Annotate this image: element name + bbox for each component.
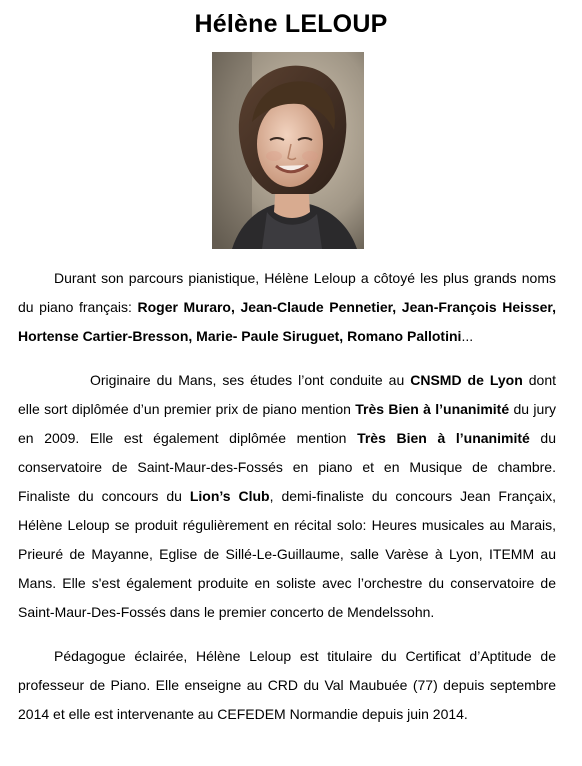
text-run: du conservatoire de Saint-Maur-des-Fossés en piano et en Musique de chambre. Finaliste du concours du (18, 430, 556, 504)
paragraph-teaching (18, 642, 556, 729)
text-run: Durant son parcours pianistique, Hélène Leloup a côtoyé les plus grands noms du piano français: (18, 270, 556, 315)
bold-text-run: Très Bien à l’unanimité (355, 401, 510, 417)
page-title: Hélène LELOUP (194, 10, 388, 38)
text-run: ... (461, 328, 474, 344)
bold-text-run: Très Bien à l’unanimité (357, 430, 530, 446)
bold-text-run: Roger Muraro, Jean-Claude Pennetier, Jean-François Heisser, Hortense Cartier-Bresson, Marie- Paule Siruguet, Romano Pallotini (18, 299, 556, 344)
text-run: Pédagogue éclairée, Hélène Leloup est titulaire du Certificat d’Aptitude de professeur de Piano. Elle enseigne au CRD du Val Maubuée (77) depuis septembre 2014 et elle est intervenante au CEFEDEM Normandie depuis juin 2014. (18, 648, 556, 722)
text-run: , demi-finaliste du concours Jean Françaix, Hélène Leloup se produit régulièrement en récital solo: Heures musicales au Marais, Prieuré de Mayanne, Eglise de Sillé-Le-Guillaume, salle Varèse à Lyon, ITEMM au Mans. Elle s'est également produite en soliste avec l’orchestre du conservatoire de Saint-Maur-Des-Fossés dans le premier concerto de Mendelssohn. (18, 488, 556, 620)
bold-text-run: Lion’s Club (189, 488, 270, 504)
biography-text (18, 264, 556, 744)
bold-text-run: CNSMD de Lyon (410, 372, 523, 388)
text-run: du jury en 2009. Elle est également diplômée mention (18, 401, 556, 446)
portrait-image (212, 52, 364, 249)
paragraph-career (18, 366, 556, 627)
portrait-photo (212, 52, 364, 249)
text-run: dont elle sort diplômée d’un premier prix de piano mention (18, 372, 556, 417)
text-run: Originaire du Mans, ses études l’ont conduite au (90, 372, 411, 388)
paragraph-training (18, 264, 556, 351)
